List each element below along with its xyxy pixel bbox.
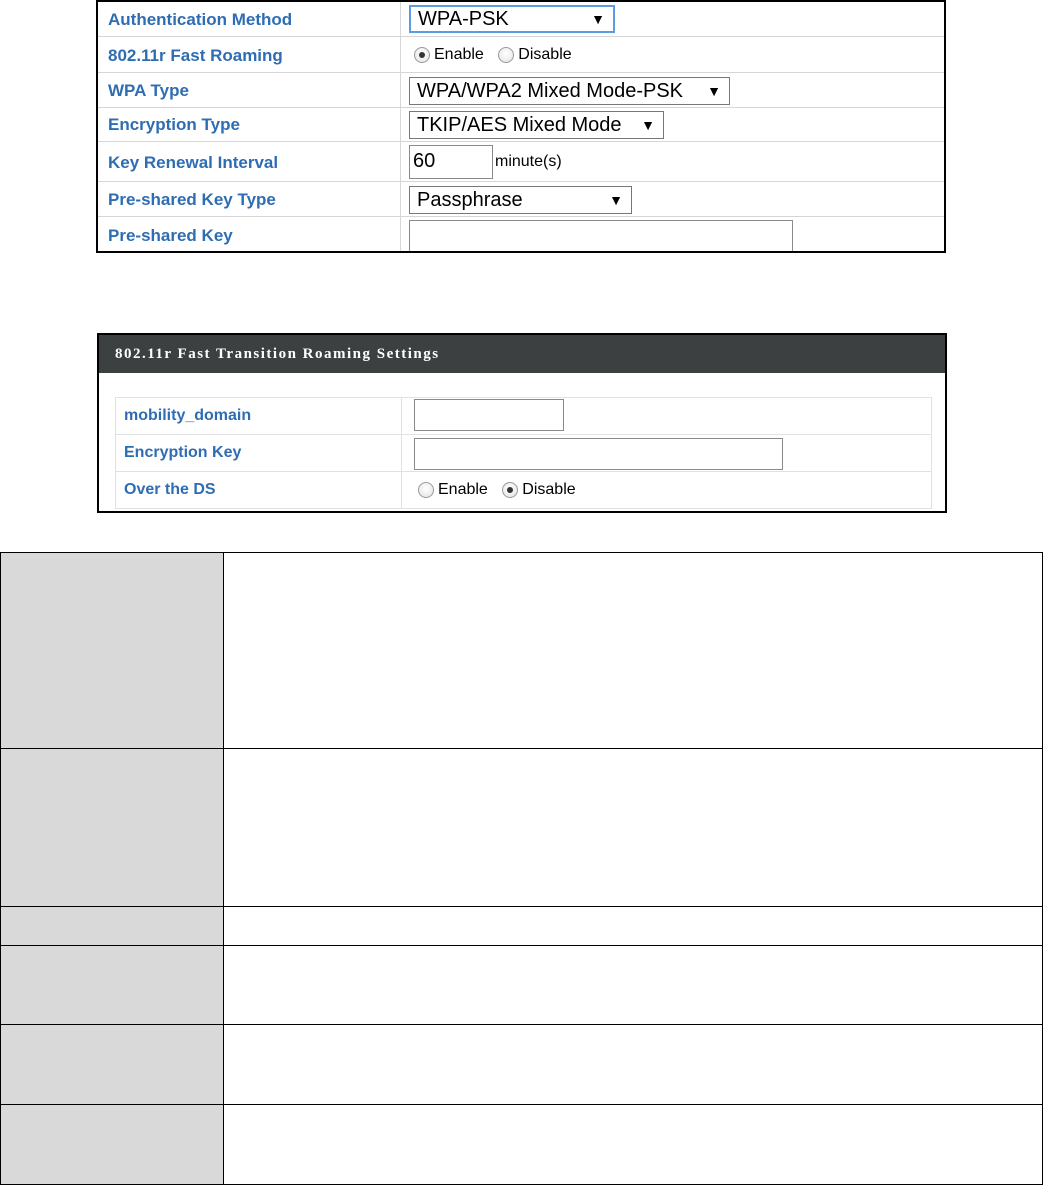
row-psk-type bbox=[98, 182, 944, 217]
mobility-domain-input[interactable] bbox=[414, 399, 564, 431]
key-renewal-input[interactable]: 60 bbox=[409, 145, 493, 179]
table-cell-term bbox=[1, 553, 224, 749]
row-encryption-type bbox=[98, 108, 944, 142]
encryption-type-value: TKIP/AES Mixed Mode bbox=[417, 114, 622, 136]
table-cell-description bbox=[224, 1025, 1043, 1105]
over-the-ds-label: Over the DS bbox=[124, 481, 216, 498]
auth-method-select[interactable] bbox=[409, 5, 615, 33]
psk-label: Pre-shared Key bbox=[108, 226, 233, 245]
table-cell-term bbox=[1, 1105, 224, 1185]
psk-type-select[interactable] bbox=[409, 186, 632, 214]
over-the-ds-enable-radio[interactable] bbox=[418, 482, 434, 498]
key-renewal-unit: minute(s) bbox=[495, 153, 562, 170]
table-cell-description bbox=[224, 749, 1043, 907]
table-row bbox=[1, 1025, 1043, 1105]
table-cell-description bbox=[224, 1105, 1043, 1185]
wpa-type-label: WPA Type bbox=[108, 81, 189, 100]
column-divider bbox=[401, 472, 402, 509]
chevron-down-icon: ▼ bbox=[591, 11, 605, 27]
row-encryption-key bbox=[116, 435, 931, 472]
encryption-type-select[interactable] bbox=[409, 111, 664, 139]
mobility-domain-label: mobility_domain bbox=[124, 407, 252, 424]
row-mobility-domain bbox=[116, 398, 931, 435]
auth-method-label: Authentication Method bbox=[108, 10, 293, 29]
fast-roaming-radio-group bbox=[414, 46, 582, 64]
over-the-ds-radio-group bbox=[418, 481, 586, 499]
table-cell-description bbox=[224, 553, 1043, 749]
chevron-down-icon: ▼ bbox=[707, 83, 721, 99]
column-divider bbox=[400, 217, 401, 251]
table-row bbox=[1, 749, 1043, 907]
column-divider bbox=[400, 37, 401, 72]
column-divider bbox=[400, 73, 401, 107]
row-psk bbox=[98, 217, 944, 251]
over-the-ds-disable-label: Disable bbox=[522, 481, 576, 498]
encryption-type-label: Encryption Type bbox=[108, 115, 240, 134]
psk-type-label: Pre-shared Key Type bbox=[108, 190, 276, 209]
chevron-down-icon: ▼ bbox=[641, 117, 655, 133]
wpa-type-value: WPA/WPA2 Mixed Mode-PSK bbox=[417, 80, 683, 102]
encryption-key-label: Encryption Key bbox=[124, 444, 242, 461]
column-divider bbox=[401, 398, 402, 434]
encryption-key-input[interactable] bbox=[414, 438, 783, 470]
table-cell-term bbox=[1, 1025, 224, 1105]
roaming-settings-table bbox=[115, 397, 932, 509]
fast-roaming-enable-radio[interactable] bbox=[414, 47, 430, 63]
table-row bbox=[1, 907, 1043, 946]
row-auth-method bbox=[98, 2, 944, 37]
row-over-the-ds bbox=[116, 472, 931, 509]
fast-roaming-disable-radio[interactable] bbox=[498, 47, 514, 63]
fast-transition-roaming-panel bbox=[97, 333, 947, 513]
table-row bbox=[1, 946, 1043, 1025]
column-divider bbox=[400, 182, 401, 216]
psk-input[interactable] bbox=[409, 220, 793, 251]
table-row bbox=[1, 553, 1043, 749]
fast-roaming-label: 802.11r Fast Roaming bbox=[108, 46, 283, 65]
table-cell-description bbox=[224, 907, 1043, 946]
column-divider bbox=[400, 108, 401, 141]
table-cell-term bbox=[1, 907, 224, 946]
over-the-ds-disable-radio[interactable] bbox=[502, 482, 518, 498]
auth-method-value: WPA-PSK bbox=[418, 8, 509, 30]
chevron-down-icon: ▼ bbox=[609, 192, 623, 208]
psk-type-value: Passphrase bbox=[417, 189, 523, 211]
row-key-renewal bbox=[98, 142, 944, 182]
fast-roaming-enable-label: Enable bbox=[434, 46, 484, 63]
column-divider bbox=[400, 2, 401, 36]
over-the-ds-enable-label: Enable bbox=[438, 481, 488, 498]
column-divider bbox=[401, 435, 402, 471]
table-cell-term bbox=[1, 946, 224, 1025]
row-wpa-type bbox=[98, 73, 944, 108]
security-settings-form bbox=[96, 0, 946, 253]
panel-header: 802.11r Fast Transition Roaming Settings bbox=[99, 335, 945, 373]
table-cell-description bbox=[224, 946, 1043, 1025]
fast-roaming-disable-label: Disable bbox=[518, 46, 572, 63]
column-divider bbox=[400, 142, 401, 181]
table-row bbox=[1, 1105, 1043, 1185]
wpa-type-select[interactable] bbox=[409, 77, 730, 105]
key-renewal-label: Key Renewal Interval bbox=[108, 153, 279, 172]
description-table bbox=[0, 552, 1043, 1185]
table-cell-term bbox=[1, 749, 224, 907]
row-fast-roaming bbox=[98, 37, 944, 73]
